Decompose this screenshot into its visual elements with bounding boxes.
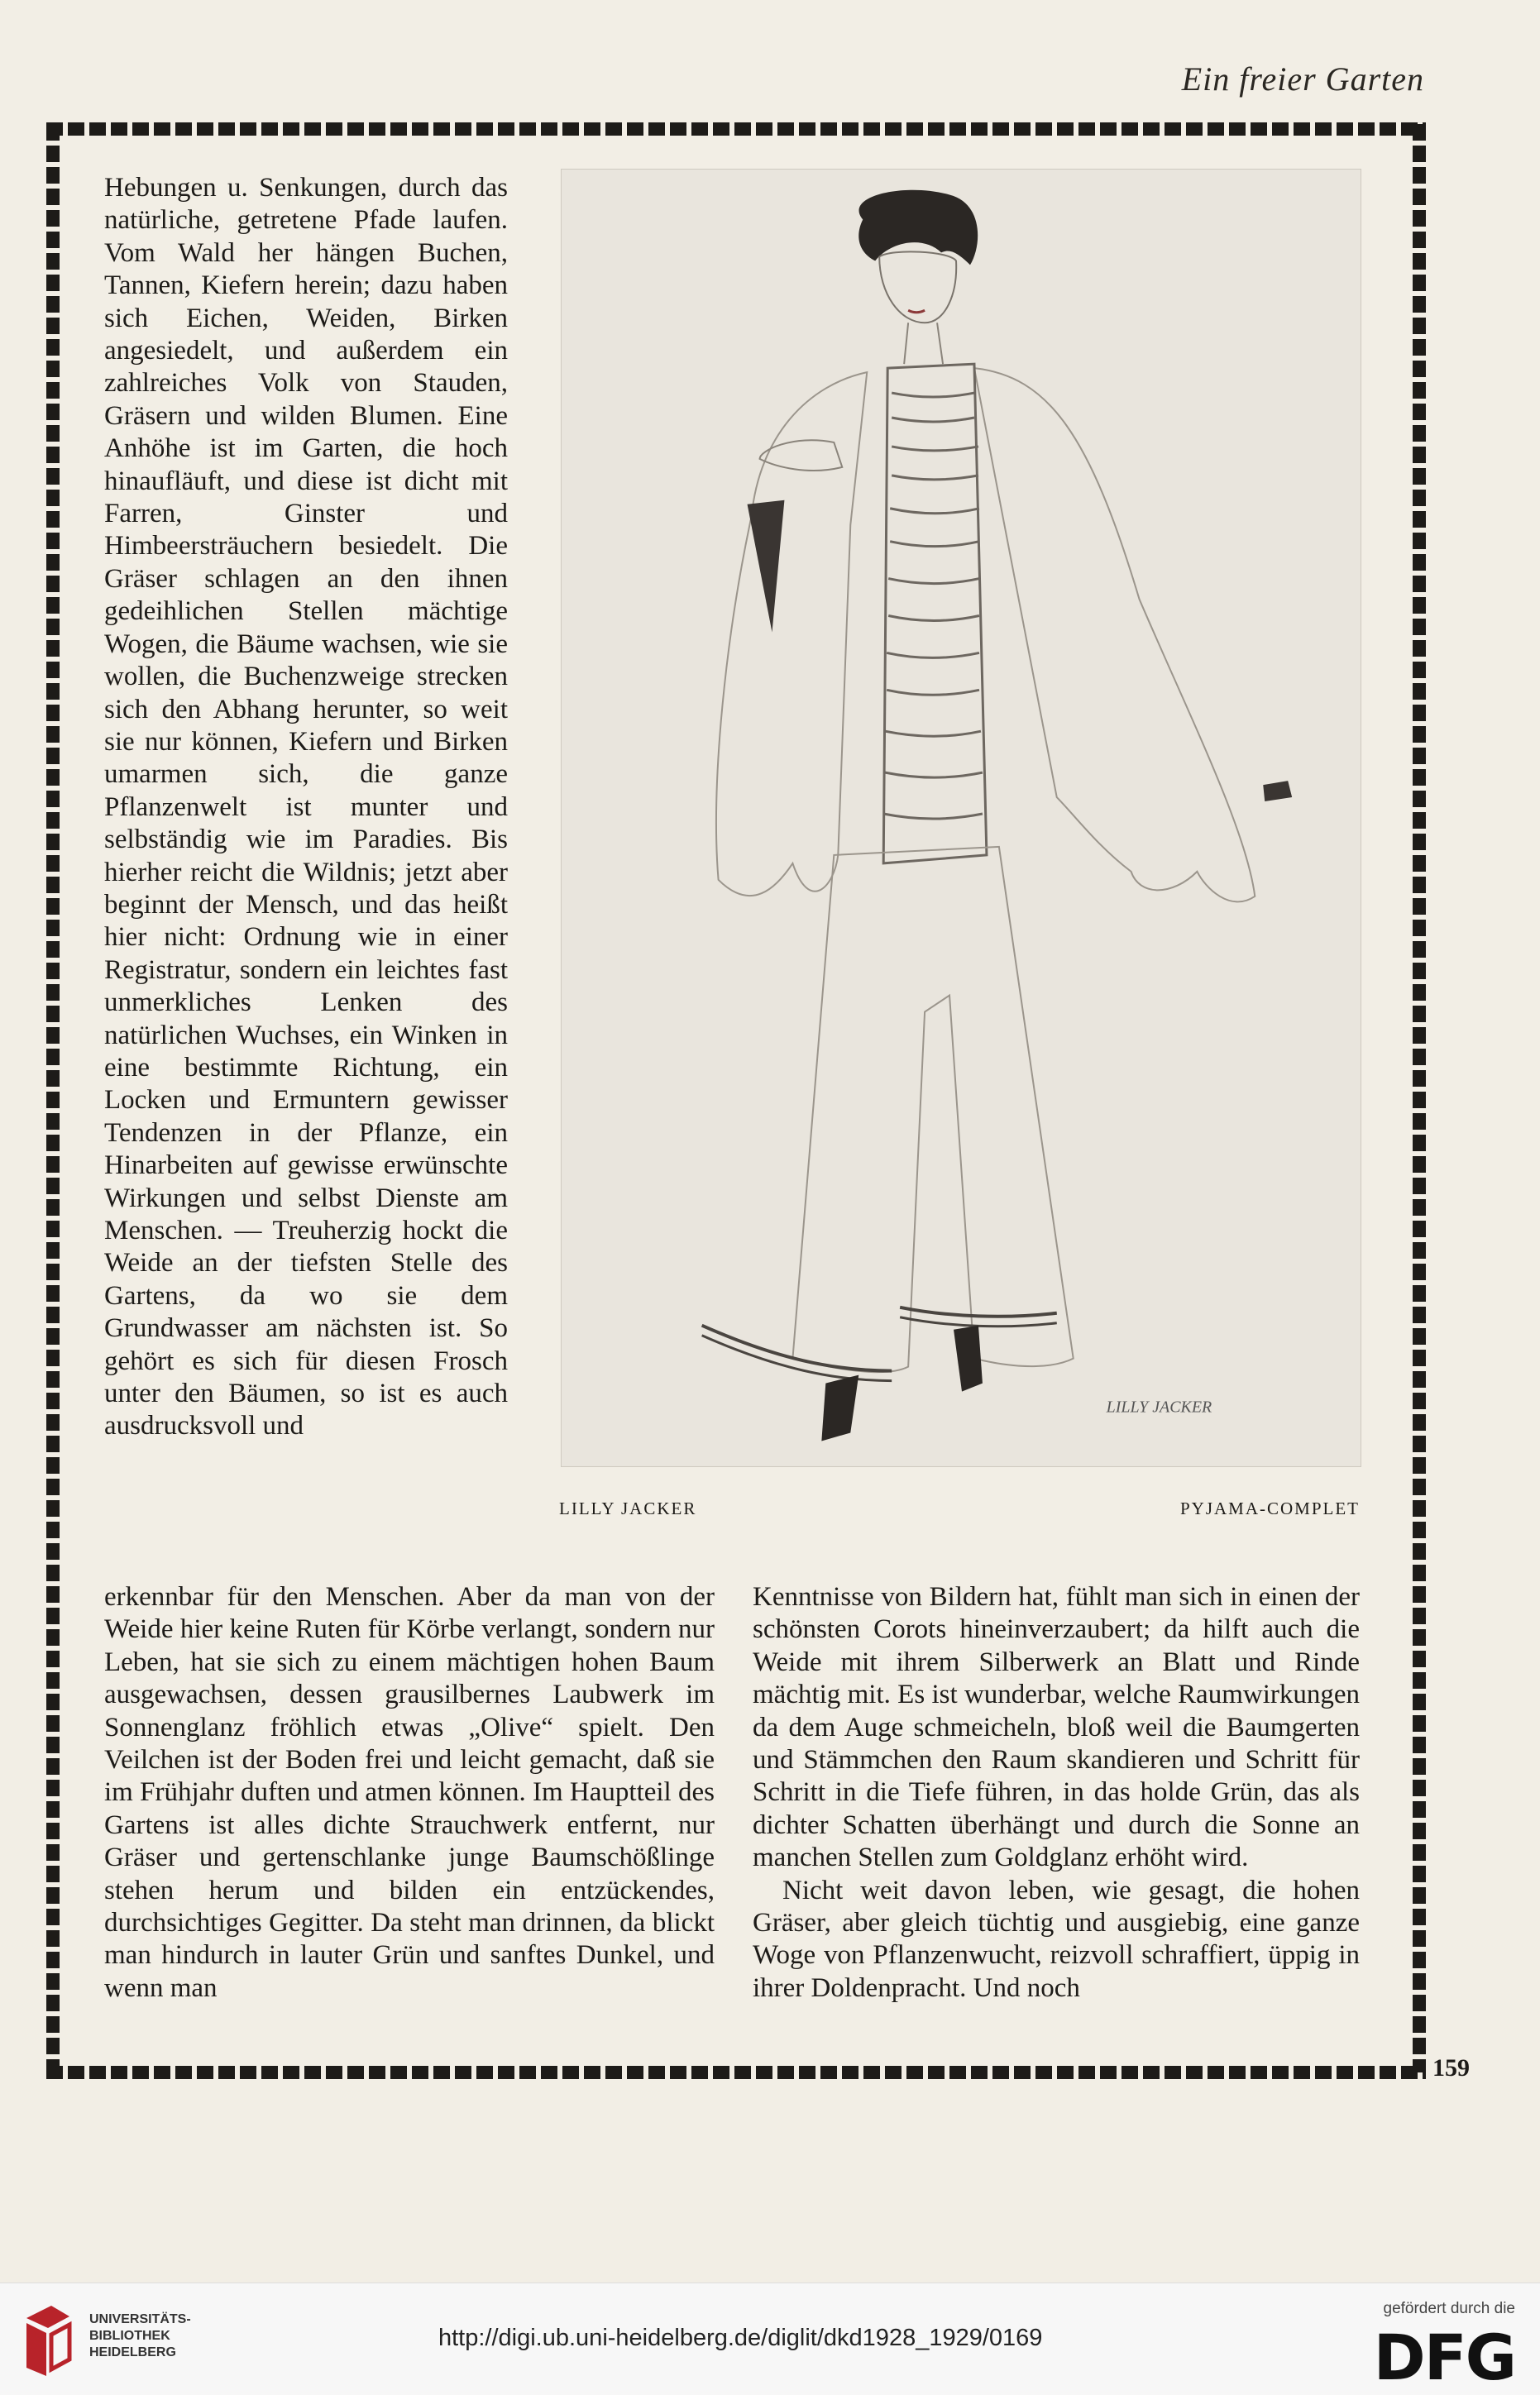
left-column-paragraph: Hebungen u. Senkungen, durch das natürliche, getretene Pfade laufen. Vom Wald her hängen Buchen, Tannen, Kiefern herein; dazu haben sich Eichen, Weiden, Birken angesiedelt, und außerdem ein zahlreiches Volk von Stauden, Gräsern und wilden Blumen. Eine Anhöhe ist im Garten, die hoch hinaufläuft, und diese ist dicht mit Farren, Ginster und Himbeersträuchern besiedelt. Die Gräser schlagen an den ihnen gedeihlichen Stellen mächtige Wogen, die Bäume wachsen, wie sie wollen, die Buchenzweige strecken sich den Abhang herunter, so weit sie nur können, Kiefern und Birken umarmen sich, die ganze Pflanzenwelt ist munter und selbständig wie im Paradies. Bis hierher reicht die Wildnis; jetzt aber beginnt der Mensch, und das heißt hier nicht: Ordnung wie in einer Registratur, sondern ein leichtes fast unmerkliches Lenken des natürlichen Wuchses, ein Winken in eine bestimmte Richtung, ein Locken und Ermuntern gewisser Tendenzen in der Pflanze, ein Hinarbeiten auf gewisse erwünschte Wirkungen und selbst Dienste am Menschen. — Treuherzig hockt die Weide an der tiefsten Stelle des Gartens, da wo sie dem Grundwasser am nächsten ist. So gehört es sich für diesen Frosch unter den Bäumen, so ist es auch ausdrucksvoll und <box>104 173 508 1441</box>
funder-note: gefördert durch die <box>1383 2300 1515 2317</box>
page-number: 159 <box>1432 2054 1470 2082</box>
digital-library-footer <box>0 2283 1540 2395</box>
permalink-url[interactable]: http://digi.ub.uni-heidelberg.de/diglit/dkd1928_1929/0169 <box>438 2325 1043 2351</box>
illustration-drawing <box>562 170 1361 1466</box>
library-name-line-3: HEIDELBERG <box>89 2345 176 2359</box>
frame-bottom-border <box>46 2066 1426 2079</box>
university-library-logo-icon[interactable] <box>18 2302 78 2378</box>
running-head: Ein freier Garten <box>1181 60 1424 98</box>
caption-artist: LILLY JACKER <box>559 1499 697 1518</box>
library-name-line-2: BIBLIOTHEK <box>89 2329 170 2343</box>
caption-title: PYJAMA-COMPLET <box>1179 1499 1360 1518</box>
left-column-text <box>104 172 508 1443</box>
bottom-left-column-text <box>104 1581 715 2005</box>
frame-top-border <box>46 122 1426 136</box>
frame-right-border <box>1413 124 1426 2072</box>
frame-left-border <box>46 124 60 2072</box>
bottom-right-paragraph-1: Kenntnisse von Bildern hat, fühlt man sich in einen der schönsten Corots hineinverzaubert; da hilft auch die Weide mit ihrem Silberwerk an Blatt und Rinde mächtig mit. Es ist wunderbar, welche Raumwirkungen da dem Auge schmeicheln, bloß weil die Baumgerten und Stämmchen den Raum skandieren und Schritt für Schritt in die Tiefe führen, in das holde Grün, das als dichter Schatten überhängt und durch die Sonne an manchen Stellen zum Goldglanz erhöht wird. <box>753 1582 1360 1873</box>
bottom-right-paragraph-2: Nicht weit davon leben, wie gesagt, die hohen Gräser, aber gleich tüchtig und ausgiebig, eine ganze Woge von Pflanzenwucht, reizvoll schraffiert, üppig in ihrer Doldenpracht. Und noch <box>753 1875 1360 2003</box>
bottom-left-paragraph: erkennbar für den Menschen. Aber da man von der Weide hier keine Ruten für Körbe verlangt, sondern nur Leben, hat sie sich zu einem mächtigen hohen Baum ausgewachsen, dessen grausilbernes Laubwerk im Sonnenglanz fröhlich etwas „Olive“ spielt. Den Veilchen ist der Boden frei und leicht gemacht, daß sie im Frühjahr duften und atmen können. Im Hauptteil des Gartens ist alles dichte Strauchwerk entfernt, nur Gräser und gertenschlanke junge Baumschößlinge stehen herum und bilden ein entzückendes, durchsichtiges Gegitter. Da steht man drinnen, da blickt man hindurch in lauter Grün und sanftes Dunkel, und wenn man <box>104 1582 715 2003</box>
bottom-right-column-text <box>753 1581 1360 2005</box>
fashion-illustration <box>561 169 1361 1467</box>
library-name <box>89 2311 191 2361</box>
dfg-logo[interactable]: DFG <box>1373 2321 1515 2394</box>
illustration-signature: LILLY JACKER <box>1106 1398 1212 1417</box>
library-name-line-1: UNIVERSITÄTS- <box>89 2312 191 2326</box>
